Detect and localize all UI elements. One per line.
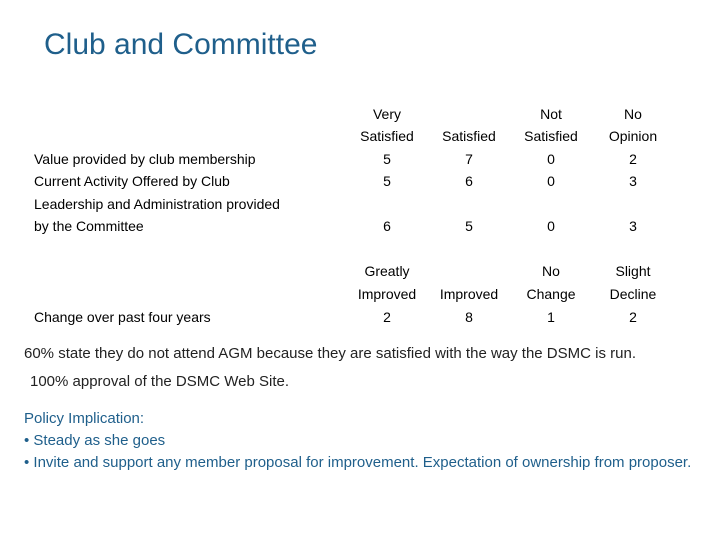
cell-value: 2 <box>629 151 637 167</box>
row-label-leadership-line1: Leadership and Administration provided <box>34 196 280 212</box>
row-label-value-membership: Value provided by club membership <box>34 151 256 167</box>
cell-value: 2 <box>629 309 637 325</box>
header-improved: Improved <box>439 286 499 302</box>
policy-bullet: • Invite and support any member proposal for improvement. Expectation of ownership from proposer. <box>24 454 692 471</box>
header-no-opinion-line2: Opinion <box>608 128 658 144</box>
cell-value: 2 <box>383 309 391 325</box>
policy-heading: Policy Implication: <box>24 410 145 427</box>
cell-value: 7 <box>465 151 473 167</box>
policy-section <box>24 408 704 474</box>
cell-value: 0 <box>547 173 555 189</box>
header-greatly-improved-line1: Greatly <box>364 263 410 279</box>
cell-value: 5 <box>383 173 391 189</box>
cell-value: 6 <box>465 173 473 189</box>
cell-value: 5 <box>465 218 473 234</box>
cell-value: 3 <box>629 218 637 234</box>
cell-value: 6 <box>383 218 391 234</box>
header-no-change-line2: Change <box>526 286 576 302</box>
policy-bullet: • Steady as she goes <box>24 432 166 449</box>
header-slight-decline-line1: Slight <box>615 263 651 279</box>
note-agm: 60% state they do not attend AGM because they are satisfied with the way the DSMC is run. <box>24 345 636 362</box>
cell-value: 5 <box>383 151 391 167</box>
note-website: 100% approval of the DSMC Web Site. <box>30 373 290 390</box>
cell-value: 8 <box>465 309 473 325</box>
header-satisfied: Satisfied <box>442 128 496 144</box>
row-label-leadership-line2: by the Committee <box>34 218 144 234</box>
page-title: Club and Committee <box>44 28 318 61</box>
cell-value: 3 <box>629 173 637 189</box>
row-label-current-activity: Current Activity Offered by Club <box>34 173 230 189</box>
header-very-satisfied-line1: Very <box>372 106 401 122</box>
header-very-satisfied-line2: Satisfied <box>360 128 414 144</box>
header-no-change-line1: No <box>542 263 560 279</box>
cell-value: 0 <box>547 151 555 167</box>
cell-value: 0 <box>547 218 555 234</box>
header-not-satisfied-line2: Satisfied <box>524 128 578 144</box>
header-not-satisfied-line1: Not <box>540 106 562 122</box>
header-no-opinion-line1: No <box>624 106 642 122</box>
header-greatly-improved-line2: Improved <box>357 286 417 302</box>
row-label-change: Change over past four years <box>34 309 211 325</box>
cell-value: 1 <box>547 309 555 325</box>
header-slight-decline-line2: Decline <box>609 286 657 302</box>
